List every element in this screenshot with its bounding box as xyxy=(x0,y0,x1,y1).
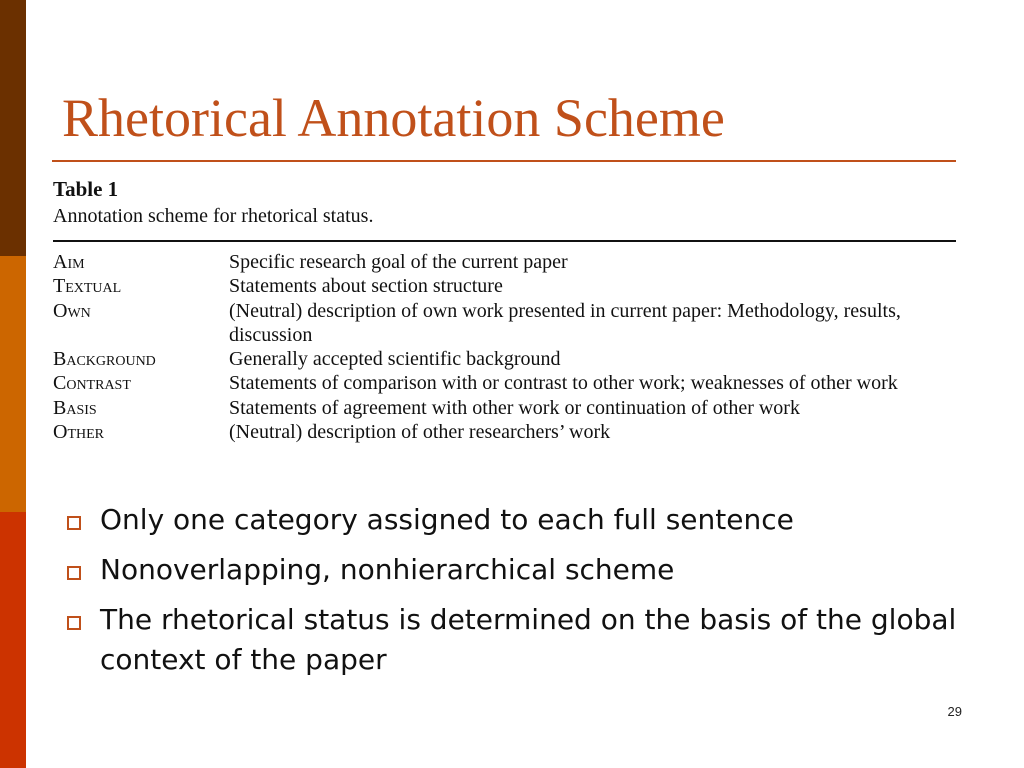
table-caption: Annotation scheme for rhetorical status. xyxy=(53,205,374,227)
table-row xyxy=(53,371,956,395)
bullet-text: Only one category assigned to each full sentence xyxy=(100,503,794,536)
description-cell: Statements about section structure xyxy=(229,275,503,298)
sidebar-accent-bottom xyxy=(0,512,26,768)
list-item xyxy=(62,550,962,590)
bullet-text: Nonoverlapping, nonhierarchical scheme xyxy=(100,553,675,586)
description-cell: (Neutral) description of other researchers’ work xyxy=(229,421,611,444)
description-cell: (Neutral) description of own work presented in current paper: Methodology, results, discussion xyxy=(229,299,901,346)
annotation-scheme-table xyxy=(53,250,956,444)
sidebar-accent-middle xyxy=(0,256,26,512)
category-cell: Aim xyxy=(53,251,85,273)
table-row xyxy=(53,347,956,371)
table-number: Table 1 xyxy=(53,177,119,201)
list-item xyxy=(62,500,962,540)
slide-title: Rhetorical Annotation Scheme xyxy=(62,88,725,148)
description-cell: Specific research goal of the current paper xyxy=(229,251,568,273)
table-row xyxy=(53,396,956,420)
description-cell: Statements of agreement with other work or continuation of other work xyxy=(229,396,800,419)
title-divider xyxy=(52,160,956,162)
category-cell: Own xyxy=(53,299,91,322)
category-cell: Textual xyxy=(53,275,122,298)
list-item xyxy=(62,600,962,680)
category-cell: Other xyxy=(53,421,104,444)
table-rule xyxy=(53,240,956,242)
table-row xyxy=(53,250,956,274)
bullet-text: The rhetorical status is determined on the basis of the global context of the paper xyxy=(100,603,957,676)
table-figure xyxy=(53,176,956,444)
category-cell: Basis xyxy=(53,396,97,419)
description-cell: Generally accepted scientific background xyxy=(229,348,561,371)
square-bullet-icon xyxy=(67,616,81,630)
category-cell: Background xyxy=(53,348,156,371)
table-row xyxy=(53,299,956,348)
table-row xyxy=(53,420,956,444)
table-row xyxy=(53,274,956,298)
page-number: 29 xyxy=(947,704,962,719)
category-cell: Contrast xyxy=(53,372,131,395)
description-cell: Statements of comparison with or contrast to other work; weaknesses of other work xyxy=(229,372,898,395)
square-bullet-icon xyxy=(67,566,81,580)
square-bullet-icon xyxy=(67,516,81,530)
bullet-list xyxy=(62,500,962,690)
sidebar-accent-top xyxy=(0,0,26,256)
